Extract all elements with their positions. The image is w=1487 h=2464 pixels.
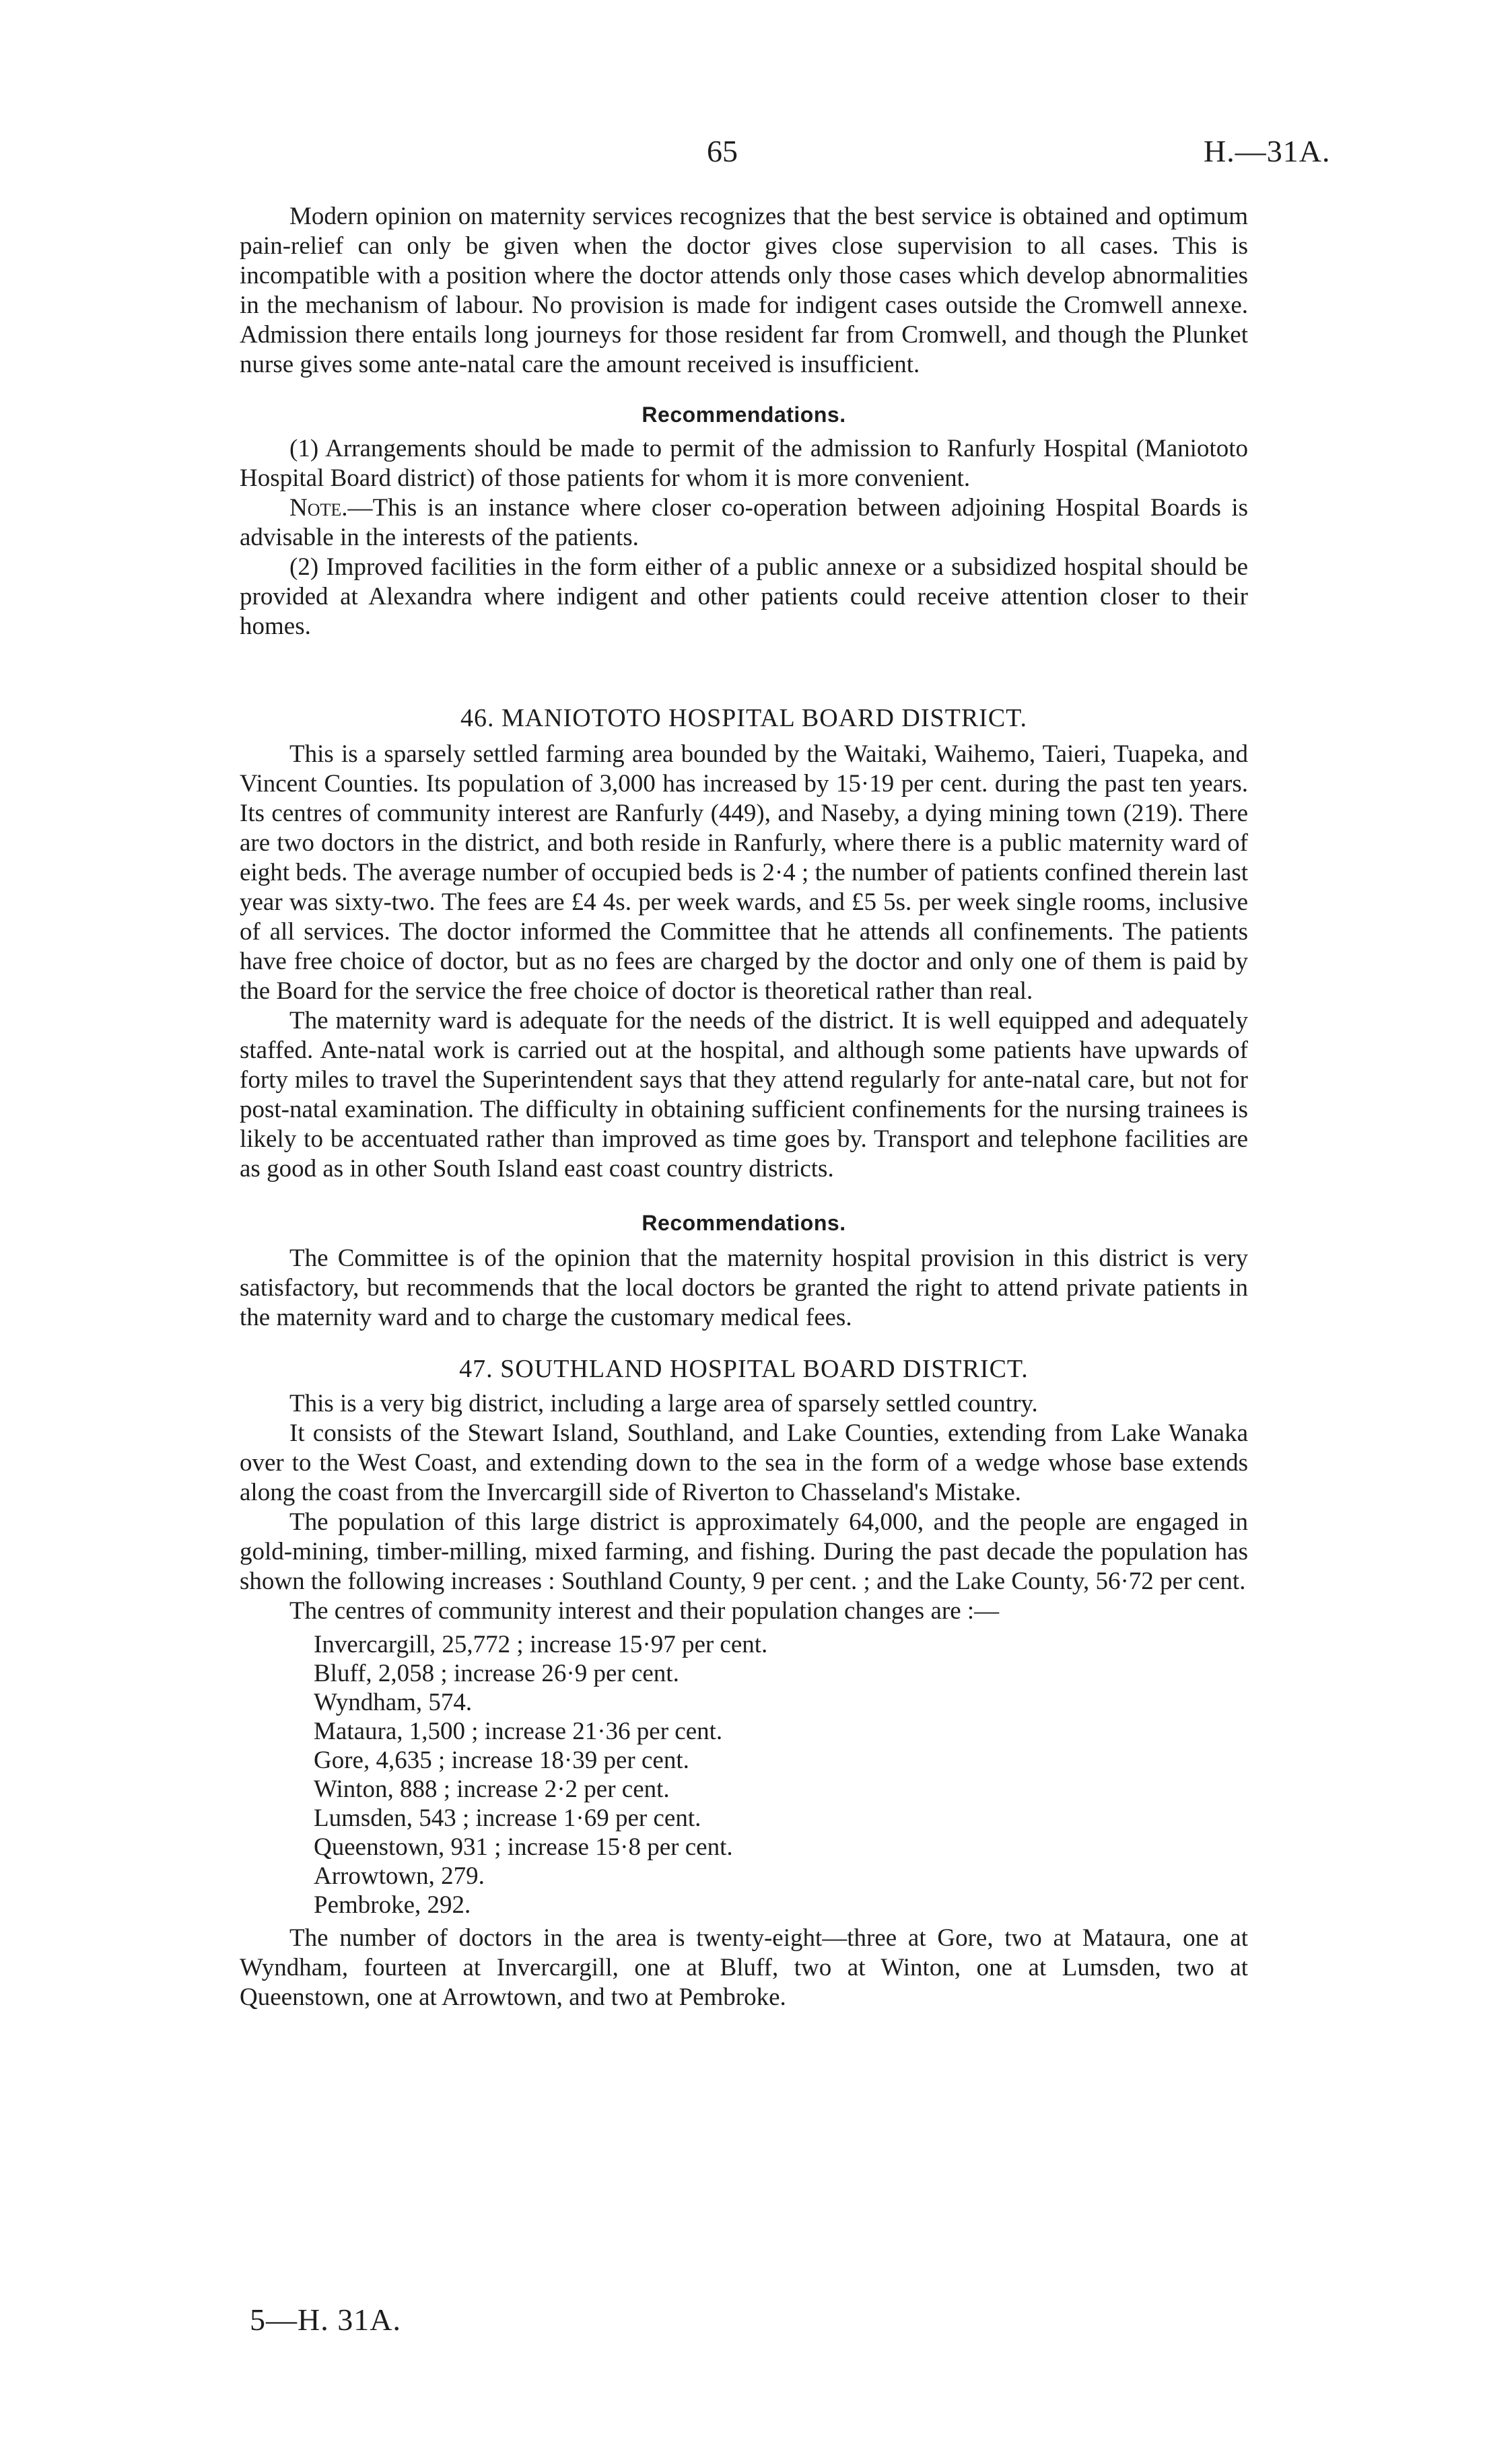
recommendation-item-1: (1) Arrangements should be made to permit of the admission to Ranfurly Hospital (Maniototo Hospital Board district) of those patients for whom it is more convenient. — [240, 435, 1248, 492]
southland-paragraph-2: It consists of the Stewart Island, Southland, and Lake Counties, extending from Lake Wanaka over to the West Coast, and extending down to the sea in the form of a wedge whose base extends along the coast from the Invercargill side of Riverton to Chasseland's Mistake. — [240, 1419, 1248, 1506]
list-item: Queenstown, 931 ; increase 15·8 per cent. — [314, 1833, 733, 1861]
recommendations-heading-1: Recommendations. — [642, 402, 846, 427]
intro-paragraph: Modern opinion on maternity services recognizes that the best service is obtained and optimum pain-relief can only be given when the doctor gives close supervision to all cases. This is incompatible with a position where the doctor attends only those cases which develop abnormalities in the mechanism of labour. No provision is made for indigent cases outside the Cromwell annexe. Admission there entails long journeys for those resident far from Cromwell, and though the Plunket nurse gives some ante-natal care the amount received is insufficient. — [240, 203, 1248, 378]
southland-paragraph-1: This is a very big district, including a large area of sparsely settled country. — [289, 1390, 1038, 1417]
southland-heading: 47. SOUTHLAND HOSPITAL BOARD DISTRICT. — [459, 1355, 1029, 1383]
maniototo-heading: 46. MANIOTOTO HOSPITAL BOARD DISTRICT. — [460, 704, 1028, 732]
list-item: Winton, 888 ; increase 2·2 per cent. — [314, 1775, 670, 1803]
southland-paragraph-3: The population of this large district is approximately 64,000, and the people are engaged in gold-mining, timber-milling, mixed farming, and fishing. During the past decade the population has shown the following increases : Southland County, 9 per cent. ; and the Lake County, 56·72 per cent. — [240, 1508, 1248, 1595]
list-item: Pembroke, 292. — [314, 1891, 471, 1919]
maniototo-paragraph-2: The maternity ward is adequate for the needs of the district. It is well equipped and adequately staffed. Ante-natal work is carried out at the hospital, and although some patients have upwards of forty miles to travel the Superintendent says that they attend regularly for ante-natal care, but not for post-natal examination. The difficulty in obtaining sufficient confinements for the nursing trainees is likely to be accentuated rather than improved as time goes by. Transport and telephone facilities are as good as in other South Island east coast country districts. — [240, 1007, 1248, 1183]
list-item: Bluff, 2,058 ; increase 26·9 per cent. — [314, 1660, 679, 1687]
page-number: 65 — [707, 134, 738, 168]
text-column — [240, 202, 1248, 2012]
footer-signature: 5—H. 31A. — [250, 2302, 401, 2337]
page-reference: H.—31A. — [1204, 134, 1331, 168]
list-item: Arrowtown, 279. — [314, 1862, 485, 1890]
recommendations-heading-2: Recommendations. — [642, 1211, 846, 1235]
recommendation-item-2: (2) Improved facilities in the form either of a public annexe or a subsidized hospital should be provided at Alexandra where indigent and other patients could receive attention closer to their homes. — [240, 553, 1248, 640]
recommendation-paragraph: The Committee is of the opinion that the maternity hospital provision in this district is very satisfactory, but recommends that the local doctors be granted the right to attend private patients in the maternity ward and to charge the customary medical fees. — [240, 1244, 1248, 1331]
centres-list — [240, 1630, 1248, 1920]
list-item: Invercargill, 25,772 ; increase 15·97 per cent. — [314, 1631, 768, 1658]
note-label: Note. — [289, 494, 348, 522]
note-paragraph — [240, 493, 1248, 553]
list-item: Lumsden, 543 ; increase 1·69 per cent. — [314, 1804, 701, 1832]
maniototo-paragraph-1: This is a sparsely settled farming area bounded by the Waitaki, Waihemo, Taieri, Tuapeka, and Vincent Counties. Its population of 3,000 has increased by 15·19 per cent. during the past ten years. Its centres of community interest are Ranfurly (449), and Naseby, a dying mining town (219). There are two doctors in the district, and both reside in Ranfurly, where there is a public maternity ward of eight beds. The average number of occupied beds is 2·4 ; the number of patients confined therein last year was sixty-two. The fees are £4 4s. per week wards, and £5 5s. per week single rooms, inclusive of all services. The doctor informed the Committee that he attends all confinements. The patients have free choice of doctor, but as no fees are charged by the doctor and only one of them is paid by the Board for the service the free choice of doctor is theoretical rather than real. — [240, 740, 1248, 1005]
southland-paragraph-4: The centres of community interest and their population changes are :— — [289, 1597, 1000, 1625]
southland-paragraph-5: The number of doctors in the area is twenty-eight—three at Gore, two at Mataura, one at Wyndham, fourteen at Invercargill, one at Bluff, two at Winton, one at Lumsden, two at Queenstown, one at Arrowtown, and two at Pembroke. — [240, 1924, 1248, 2011]
list-item: Wyndham, 574. — [314, 1689, 473, 1716]
list-item: Mataura, 1,500 ; increase 21·36 per cent. — [314, 1718, 723, 1745]
note-text: —This is an instance where closer co-operation between adjoining Hospital Boards is advisable in the interests of the patients. — [240, 494, 1248, 551]
list-item: Gore, 4,635 ; increase 18·39 per cent. — [314, 1747, 689, 1774]
